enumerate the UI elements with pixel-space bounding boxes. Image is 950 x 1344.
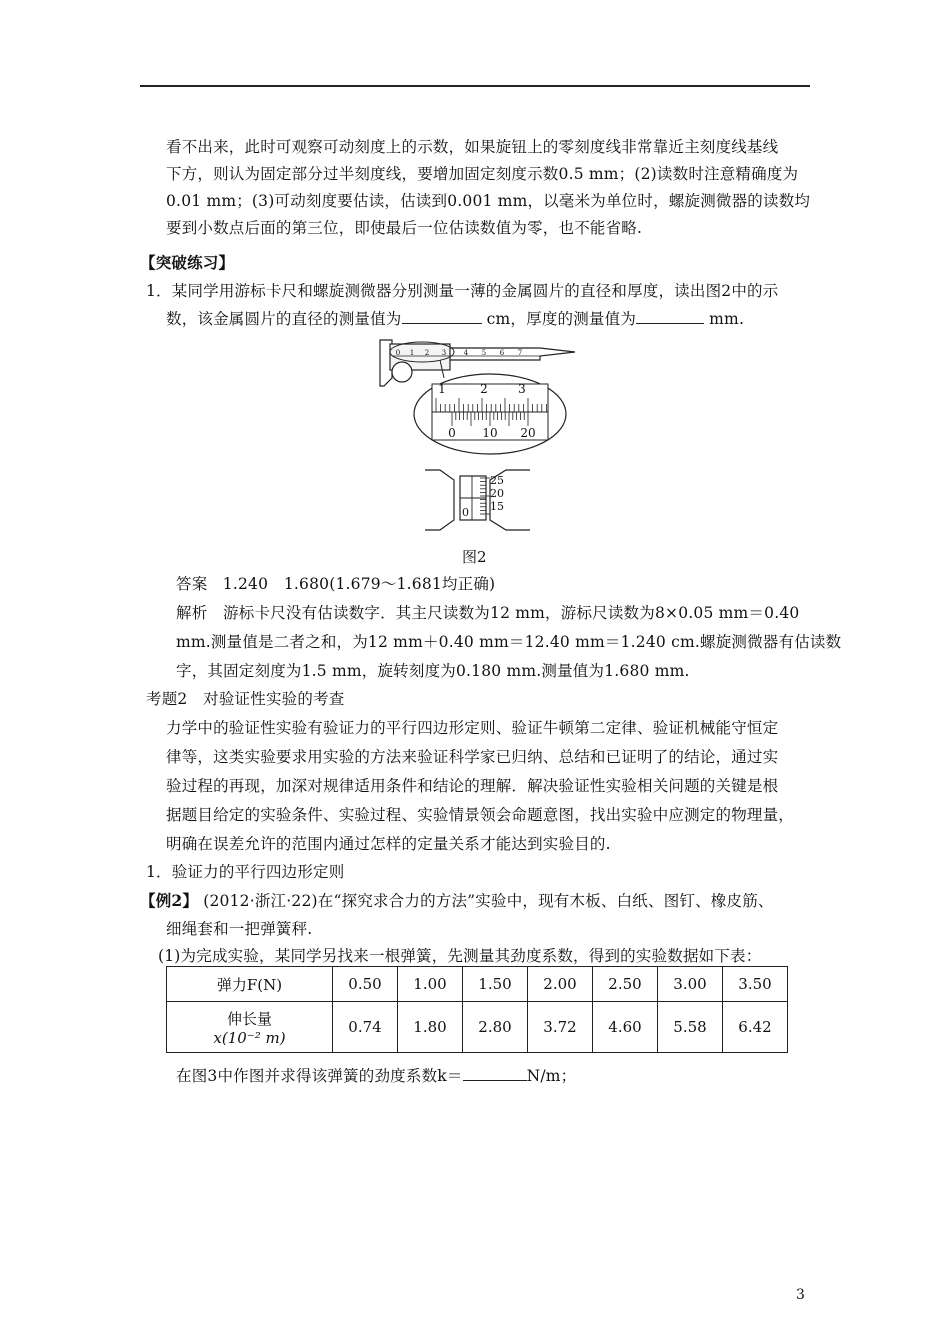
table-cell: 1.00 xyxy=(398,967,463,1002)
header-rule xyxy=(140,85,810,87)
topic2-line-1: 力学中的验证性实验有验证力的平行四边形定则、验证牛顿第二定律、验证机械能守恒定 xyxy=(166,719,779,737)
topic2-line-4: 据题目给定的实验条件、实验过程、实验情景领会命题意图，找出实验中应测定的物理量， xyxy=(166,806,795,824)
table-cell: 6.42 xyxy=(723,1002,788,1053)
fig3-text-a: 在图3中作图并求得该弹簧的劲度系数k＝ xyxy=(176,1067,463,1085)
practice-heading: 【突破练习】 xyxy=(140,253,235,272)
analysis-line-2: mm.测量值是二者之和，为12 mm＋0.40 mm＝12.40 mm＝1.240 cm.螺旋测微器有估读数 xyxy=(176,633,842,651)
caliper-label-5: 5 xyxy=(481,349,487,357)
answer-text: 1.240 1.680(1.679～1.681均正确) xyxy=(222,575,496,593)
topic2-title: 考题2 对验证性实验的考查 xyxy=(146,690,345,708)
figure-caption: 图2 xyxy=(462,548,487,566)
subsection-1: 1．验证力的平行四边形定则 xyxy=(146,863,345,881)
zoom-vernier-10: 10 xyxy=(482,426,498,440)
table-row xyxy=(167,1002,788,1053)
page-number: 3 xyxy=(796,1287,805,1303)
extension-label: 伸长量 xyxy=(226,1009,272,1028)
topic2-line-3: 验过程的再现，加深对规律适用条件和结论的理解．解决验证性实验相关问题的关键是根 xyxy=(166,777,779,795)
table-header-force: 弹力F(N) xyxy=(167,967,333,1002)
topic2-line-5: 明确在误差允许的范围内通过怎样的定量关系才能达到实验目的. xyxy=(166,835,611,853)
table-cell: 2.80 xyxy=(463,1002,528,1053)
zoom-vernier-0: 0 xyxy=(448,426,456,440)
table-cell: 2.50 xyxy=(593,967,658,1002)
cont-line-1: 看不出来，此时可观察可动刻度上的示数，如果旋钮上的零刻度线非常靠近主刻度线基线 xyxy=(166,138,779,156)
q1-text-b: cm，厚度的测量值为 xyxy=(481,310,637,328)
table-cell: 4.60 xyxy=(593,1002,658,1053)
table-cell: 3.72 xyxy=(528,1002,593,1053)
micrometer xyxy=(425,470,530,530)
micro-label-0: 0 xyxy=(462,506,469,519)
zoom-main-3: 3 xyxy=(518,382,526,396)
thickness-blank[interactable] xyxy=(636,309,704,324)
spring-data-table xyxy=(166,966,788,1053)
example-2-line-2: 细绳套和一把弹簧秤. xyxy=(166,920,313,938)
caliper-label-2: 2 xyxy=(424,349,430,357)
analysis-line-1: 解析 游标卡尺没有估读数字．其主尺读数为12 mm，游标尺读数为8×0.05 mm＝0.40 xyxy=(176,604,800,622)
table-header-extension xyxy=(167,1002,333,1053)
extension-unit: x(10⁻² m) xyxy=(213,1028,286,1047)
table-cell: 3.50 xyxy=(723,967,788,1002)
answer-line xyxy=(176,574,495,594)
micro-label-25: 25 xyxy=(490,474,504,487)
q1-text-c: mm. xyxy=(704,310,745,328)
zoom-vernier-20: 20 xyxy=(520,426,536,440)
table-cell: 0.74 xyxy=(333,1002,398,1053)
caliper-label-6: 6 xyxy=(499,349,505,357)
fig3-line xyxy=(176,1066,576,1086)
cont-line-4: 要到小数点后面的第三位，即使最后一位估读数值为零，也不能省略. xyxy=(166,219,643,237)
table-row xyxy=(167,967,788,1002)
cont-line-3: 0.01 mm；(3)可动刻度要估读，估读到0.001 mm，以毫米为单位时，螺旋测微器的读数均 xyxy=(166,192,811,210)
example-2-text: (2012·浙江·22)在“探究求合力的方法”实验中，现有木板、白纸、图钉、橡皮筋、 xyxy=(203,892,774,910)
caliper-label-7: 7 xyxy=(517,349,523,357)
fig3-text-b: N/m； xyxy=(526,1067,577,1085)
example-2-tag: 【例2】 xyxy=(140,891,199,910)
micro-label-15: 15 xyxy=(490,500,504,513)
table-cell: 1.50 xyxy=(463,967,528,1002)
table-cell: 1.80 xyxy=(398,1002,463,1053)
topic2-line-2: 律等，这类实验要求用实验的方法来验证科学家已归纳、总结和已证明了的结论，通过实 xyxy=(166,748,779,766)
q1-line-1: 1．某同学用游标卡尺和螺旋测微器分别测量一薄的金属圆片的直径和厚度，读出图2中的示 xyxy=(146,282,779,300)
analysis-line-3: 字，其固定刻度为1.5 mm，旋转刻度为0.180 mm.测量值为1.680 mm. xyxy=(176,662,690,680)
table-cell: 2.00 xyxy=(528,967,593,1002)
answer-label: 答案 xyxy=(176,575,208,593)
example-2-line-1 xyxy=(140,891,774,911)
table-cell: 5.58 xyxy=(658,1002,723,1053)
zoom-main-1: 1 xyxy=(438,382,446,396)
q1-text-a: 数，该金属圆片的直径的测量值为 xyxy=(166,310,402,328)
example-2-part-1: (1)为完成实验，某同学另找来一根弹簧，先测量其劲度系数，得到的实验数据如下表： xyxy=(158,947,762,965)
micro-label-20: 20 xyxy=(490,487,504,500)
table-cell: 0.50 xyxy=(333,967,398,1002)
q1-line-2 xyxy=(166,309,744,329)
figure-2-illustration xyxy=(370,330,580,550)
caliper-label-4: 4 xyxy=(463,349,469,357)
diameter-blank[interactable] xyxy=(402,309,482,324)
spring-constant-blank[interactable] xyxy=(463,1066,527,1081)
caliper-label-3: 3 xyxy=(441,349,447,357)
zoom-main-2: 2 xyxy=(480,382,488,396)
table-cell: 3.00 xyxy=(658,967,723,1002)
zoom-bubble xyxy=(414,374,566,454)
caliper-label-0: 0 xyxy=(395,349,401,357)
caliper-label-1: 1 xyxy=(409,349,415,357)
cont-line-2: 下方，则认为固定部分过半刻度线，要增加固定刻度示数0.5 mm；(2)读数时注意精确度为 xyxy=(166,165,799,183)
